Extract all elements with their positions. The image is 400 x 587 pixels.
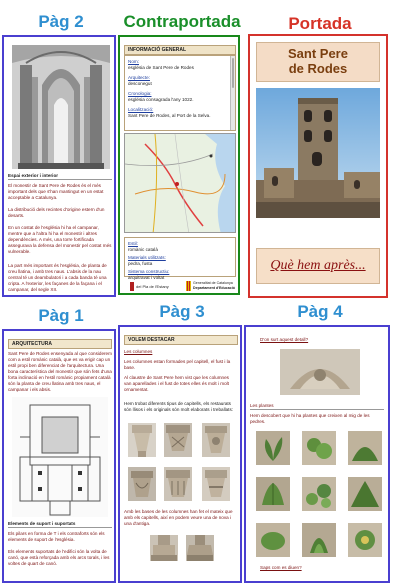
- pag2-paragraph-1: El monestir de Sant Pere de Rodes és el més important dels que s'han mantingut en un estat acceptable a Catalunya.: [8, 183, 104, 200]
- pag1-paragraph-3: Els elements suportats de l'edifici són la volta de canó, que està reforçada amb els arcs torals, i les voltes de quart de canó.: [8, 549, 110, 566]
- location-map: [124, 133, 236, 233]
- materials-label: Materials utilitzats:: [128, 255, 166, 260]
- footer-right-line1: Generalitat de Catalunya: [193, 281, 233, 285]
- capital-photo-4: [128, 467, 156, 501]
- sistema-value: arquitravat i voltat: [128, 275, 165, 280]
- sistema-label: Sistema constructiu:: [128, 269, 170, 274]
- capital-photo-1: [128, 423, 156, 457]
- panel-portada: [248, 34, 388, 298]
- plant-photo-8: [302, 523, 336, 557]
- plant-photo-4: [256, 477, 290, 511]
- stone-detail-photo: [280, 349, 360, 395]
- arq-value: desconegut: [128, 81, 152, 86]
- generalitat-logo: [186, 281, 191, 291]
- nom-label: Nom:: [128, 59, 139, 64]
- info-box: [124, 55, 236, 131]
- pag2-paragraph-2: La distribució dels recintes d'origine estern d'un desarts.: [8, 207, 105, 218]
- portada-banner-text: Què hem après...: [270, 258, 366, 273]
- panel-pag4: [244, 325, 390, 583]
- pag2-paragraph-3: En un costat de l'església hi ha el campanar, mentre que a l'altra hi ha el monestir i altres dependències. A més, una torre fortificada assegurava la defensa del monestir pel costat més vulnerable.: [8, 225, 112, 254]
- plant-photo-9: [348, 523, 382, 557]
- pag1-section-title: Elements de suport i suportats: [8, 521, 112, 528]
- plant-photo-7: [256, 523, 290, 557]
- loc-value: Sant Pere de Rodes, al Port de la Selva.: [128, 113, 211, 118]
- contra-header: INFORMACIÓ GENERAL: [124, 45, 236, 55]
- panel-pag2: [2, 35, 116, 297]
- pag3-paragraph-3: Hem trobat diferents tipus de capitells, els restaurats són llisos i els originals són molt elaborats i treballats:: [124, 401, 234, 412]
- materials-value: pedra, fusta: [128, 261, 153, 266]
- estil-label: Estil:: [128, 241, 138, 246]
- footer-left-logo: [130, 282, 134, 291]
- plant-photo-5: [302, 477, 336, 511]
- pag3-header: VOLEM DESTACAR: [124, 335, 238, 345]
- title-pag1: Pàg 1: [38, 306, 84, 325]
- panel-pag1: [2, 329, 116, 583]
- pag1-paragraph-2: Els pilars en forma de T i els contraforts són els elements de suport de l'església.: [8, 531, 105, 542]
- plants-text: Hem descobert que hi ha plantes que creixen al mig de les pedres.: [250, 413, 370, 424]
- estil-value: romànic català: [128, 247, 158, 252]
- pag3-caption: Amb les bases de les columnes han fet el mateix que amb els capitells, així en podem veure una de nova i una d'antiga.: [124, 509, 233, 526]
- info-scrollbar[interactable]: [230, 56, 235, 130]
- floor-plan-image: [12, 397, 108, 517]
- title-pag4: Pàg 4: [297, 302, 343, 321]
- bell-tower-photo: [256, 88, 380, 218]
- portada-title-line2: de Rodes: [288, 61, 348, 76]
- pag4-question-1: D'on surt aquest detall?: [260, 337, 309, 342]
- cron-value: església consagrada l'any 1022.: [128, 97, 194, 102]
- portada-title-box: [256, 42, 380, 82]
- capital-photo-2: [164, 423, 192, 457]
- arq-label: Arquitecte:: [128, 75, 150, 80]
- pag2-caption: Espai exterior i interior: [8, 173, 112, 180]
- footer-right-line2: Departament d'Educació: [193, 286, 235, 290]
- title-pag2: Pàg 2: [38, 12, 84, 31]
- capital-photo-5: [164, 467, 192, 501]
- pag3-paragraph-2: Al claustre de Sant Pere hem vist que les columnes van aparellades i el fust de totes elles és molt i molt ornamentat.: [124, 375, 229, 392]
- pag3-paragraph-1: Les columnes estan formades pel capitell, el fust i la base.: [124, 359, 231, 370]
- portada-banner-button[interactable]: [256, 248, 380, 284]
- column-base-photo-1: [150, 535, 178, 561]
- footer-left-text: del Pla de l'Estany: [136, 284, 169, 289]
- portada-title-line1: Sant Pere: [288, 46, 348, 61]
- capital-photo-6: [202, 467, 230, 501]
- title-pag3: Pàg 3: [159, 302, 205, 321]
- panel-contraportada: [118, 35, 240, 295]
- column-base-photo-2: [186, 535, 214, 561]
- style-box: [124, 237, 236, 280]
- pag4-question-2: Saps com es diuen?: [260, 565, 302, 570]
- cron-label: Cronologia:: [128, 91, 152, 96]
- title-portada: Portada: [288, 14, 352, 33]
- plants-heading: Les plantes: [250, 403, 384, 410]
- nom-value: església de Sant Pere de Rodes: [128, 65, 194, 70]
- church-interior-photo: [12, 45, 110, 169]
- panel-pag3: [118, 325, 242, 583]
- loc-label: Localització:: [128, 107, 154, 112]
- plant-photo-3: [348, 431, 382, 465]
- pag1-header: ARQUITECTURA: [8, 339, 112, 349]
- plant-photo-1: [256, 431, 290, 465]
- plant-photo-6: [348, 477, 382, 511]
- plant-photo-2: [302, 431, 336, 465]
- pag3-subtitle: Les columnes: [124, 349, 153, 354]
- pag1-text: Sant Pere de Rodes ensenyada al que considerem com a estil romànic català, que es va erigir cap un estil propi ben diferenciat de l'arquitectura. Una bona característica del monestir que són fets d'una forta inclinació en l'estil romànic propiament català són la planta de creu llatina amb tres naus, el campanar i els absis.: [8, 351, 112, 392]
- title-contraportada: Contraportada: [123, 12, 241, 31]
- capital-photo-3: [202, 423, 230, 457]
- pag2-paragraph-4: La part més important és l'església, de planta de creu llatina, i amb tres naus. L'absis de la nau central té un deambulatori i a cada banda té una cripta. A l'exterior, les façanes de la façana i el campanar, del segle XII.: [8, 263, 107, 292]
